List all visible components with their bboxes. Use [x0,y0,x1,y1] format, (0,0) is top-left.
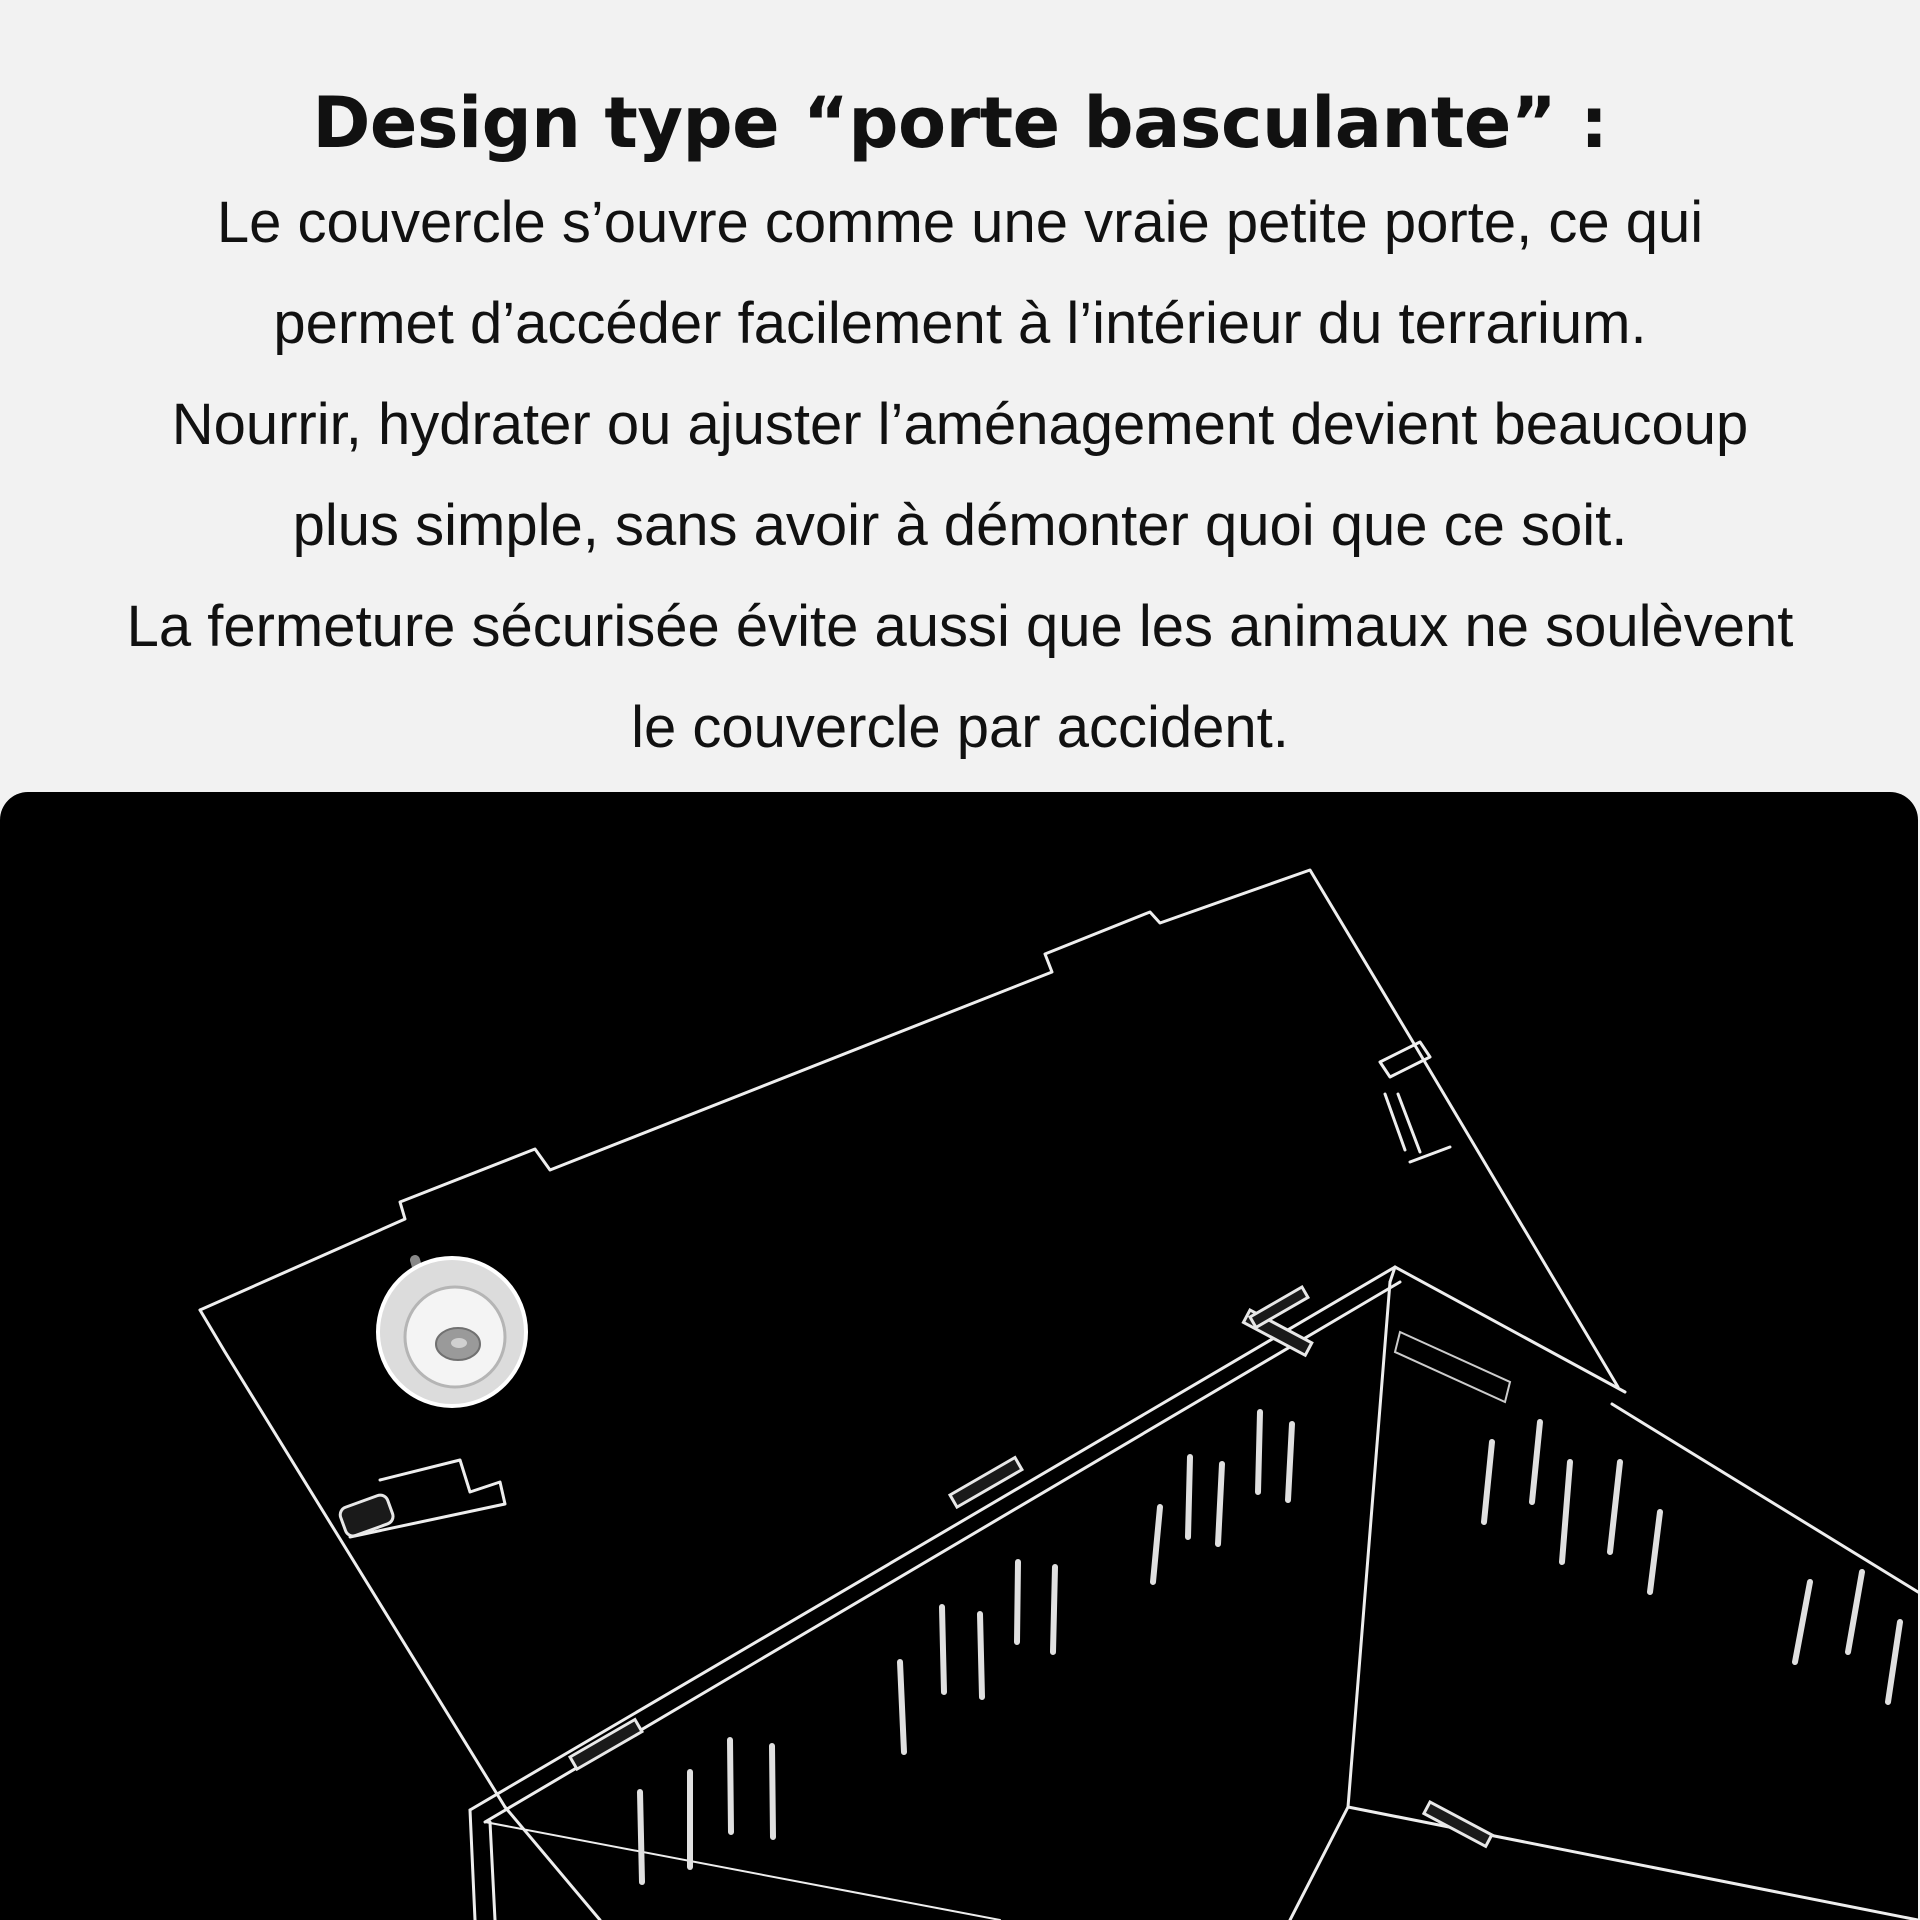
description-line-3: Nourrir, hydrater ou ajuster l’aménagement devient beaucoup [171,392,1749,457]
description-line-2: permet d’accéder facilement à l’intérieur du terrarium. [273,291,1647,356]
box-corner-edge [1348,1282,1390,1807]
description-line-6: le couvercle par accident. [631,695,1289,760]
box-floor-edge [1348,1807,1918,1920]
hinge-clip-top [1380,1042,1430,1077]
latch-knob-icon [378,1258,526,1406]
description-line-5: La fermeture sécurisée évite aussi que les animaux ne soulèvent [126,594,1794,659]
description-line-4: plus simple, sans avoir à démonter quoi que ce soit. [292,493,1628,558]
box-rim-front [470,1267,1395,1810]
ventilation-slots [640,1412,1900,1882]
terrarium-illustration [0,792,1918,1920]
page-title: Design type “porte basculante” : [312,82,1608,164]
terrarium-photo [0,792,1918,1920]
box-side-right [1612,1404,1918,1592]
box-rim-right [1395,1267,1625,1392]
text-section [0,0,1920,790]
brand-plate [1395,1332,1510,1402]
description-line-1: Le couvercle s’ouvre comme une vraie petite porte, ce qui [216,190,1704,255]
